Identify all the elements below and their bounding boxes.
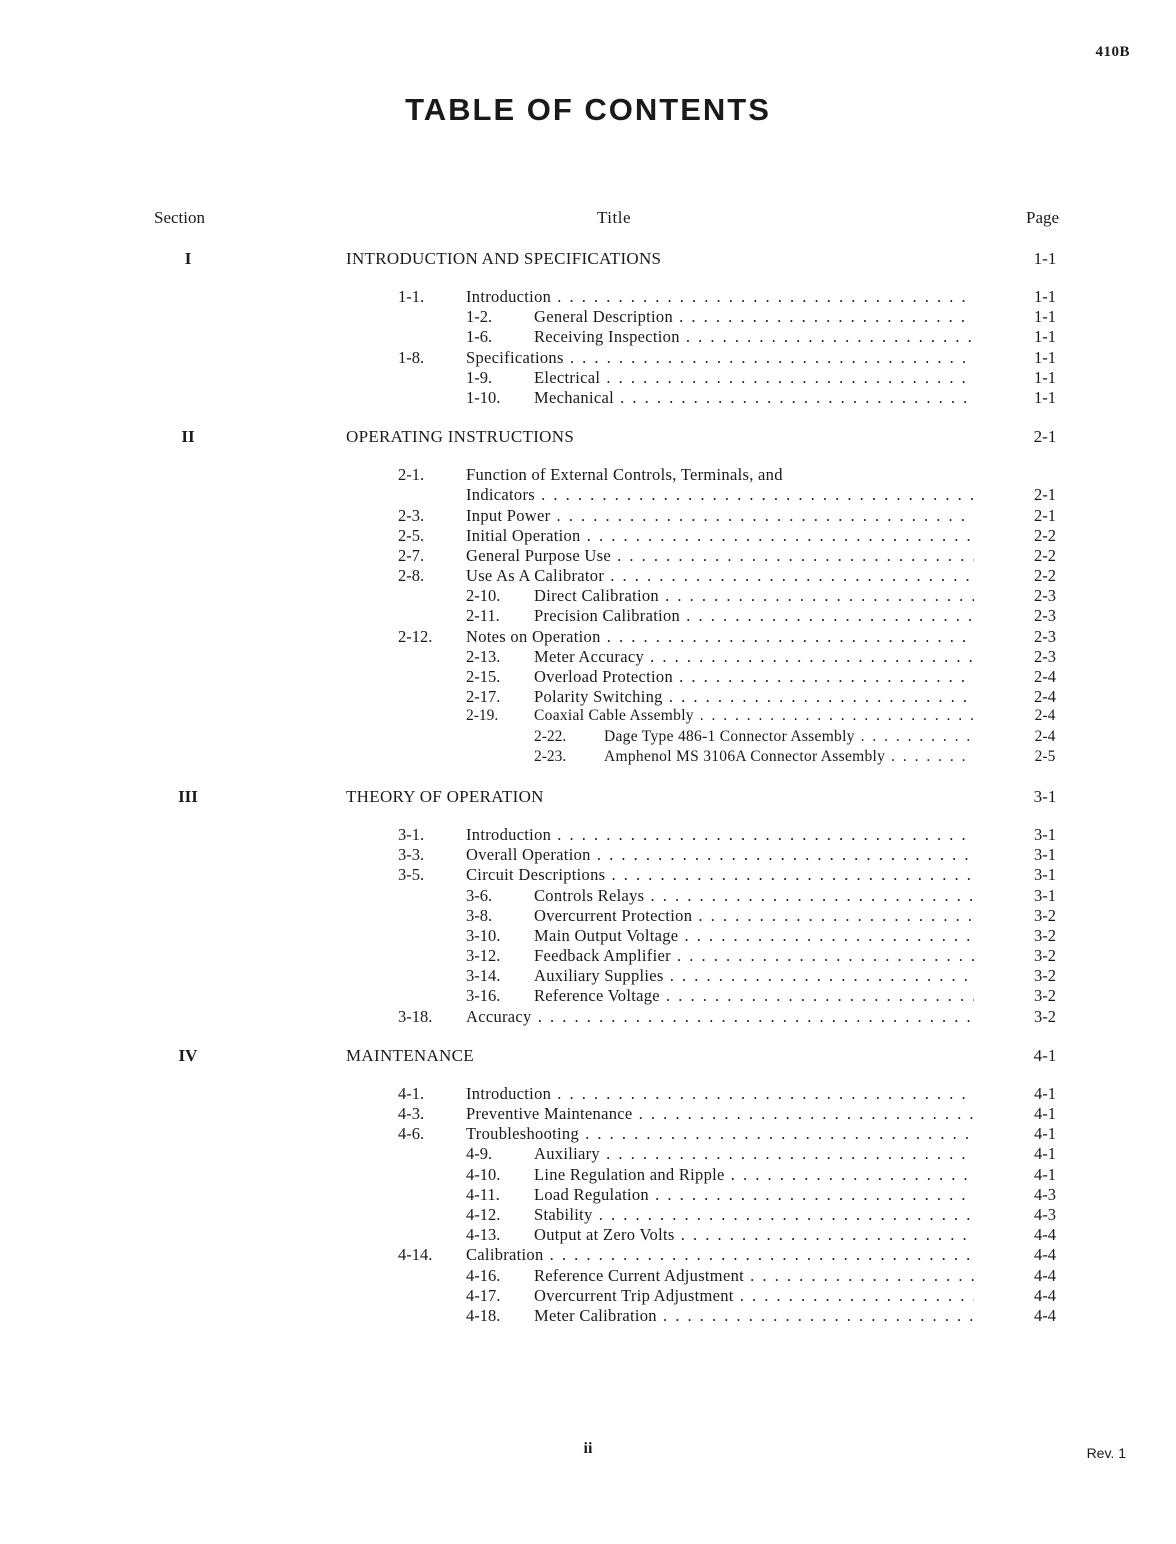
entry-page: 1-1 [1034, 327, 1056, 347]
entry-page: 2-2 [1034, 525, 1056, 545]
entry-page: 1-1 [1034, 307, 1056, 327]
entry-title: Stability . . . [534, 1205, 974, 1225]
toc-entry [0, 1286, 1176, 1306]
toc-entry-list [0, 1084, 1176, 1326]
toc-entry [0, 647, 1176, 667]
entry-title: Auxiliary Supplies . . . [534, 966, 974, 986]
toc-entry [0, 1124, 1176, 1144]
toc-entry [0, 388, 1176, 408]
toc-entry [0, 465, 1176, 505]
section-page: 3-1 [1033, 786, 1057, 806]
section-number: I [184, 249, 192, 268]
entry-title-line-1: Function of External Controls, Terminals, and [466, 465, 783, 485]
toc-entry [0, 1266, 1176, 1286]
entry-title: Line Regulation and Ripple . . . [534, 1165, 974, 1185]
entry-title: Notes on Operation . . . [466, 627, 974, 647]
entry-title: Controls Relays . . . [534, 886, 974, 906]
entry-number: 2-12. [398, 626, 433, 646]
toc-entry [0, 986, 1176, 1006]
entry-page: 4-1 [1034, 1164, 1056, 1184]
model-number: 410B [1095, 44, 1130, 60]
toc-entry [0, 946, 1176, 966]
entry-title: Troubleshooting . . . [466, 1124, 974, 1144]
toc-entry-list [0, 825, 1176, 1027]
entry-number: 1-8. [398, 347, 425, 367]
entry-title: Introduction . . . [466, 1084, 974, 1104]
entry-page: 1-1 [1034, 387, 1056, 407]
toc-entry-list [0, 465, 1176, 768]
toc-entry [0, 1245, 1176, 1265]
entry-title: Circuit Descriptions . . . [466, 865, 974, 885]
section-page: 4-1 [1033, 1045, 1057, 1065]
entry-page: 4-4 [1034, 1305, 1056, 1325]
entry-title: Feedback Amplifier . . . [534, 946, 974, 966]
footer-revision: Rev. 1 [1086, 1445, 1126, 1461]
entry-page: 4-3 [1034, 1204, 1056, 1224]
entry-page: 2-4 [1034, 667, 1056, 687]
entry-page: 2-3 [1034, 646, 1056, 666]
entry-page: 2-4 [1034, 687, 1056, 707]
toc-section [0, 787, 1176, 1027]
entry-number: 2-19. [466, 707, 499, 725]
entry-page: 2-3 [1034, 606, 1056, 626]
toc-entry [0, 307, 1176, 327]
entry-number: 4-14. [398, 1245, 433, 1265]
toc-entry [0, 1084, 1176, 1104]
entry-page: 4-1 [1034, 1124, 1056, 1144]
toc-entry [0, 906, 1176, 926]
entry-title: Overcurrent Protection . . . [534, 906, 974, 926]
toc-entry [0, 1306, 1176, 1326]
entry-title: Use As A Calibrator . . . [466, 566, 974, 586]
entry-page: 3-1 [1034, 824, 1056, 844]
toc-entry [0, 687, 1176, 707]
toc-entry [0, 825, 1176, 845]
section-page: 2-1 [1033, 427, 1057, 447]
entry-title: General Description . . . [534, 307, 974, 327]
entry-page: 1-1 [1034, 287, 1056, 306]
section-number: II [181, 427, 195, 447]
entry-title-line-2: Indicators . . . [466, 485, 974, 505]
section-title: THEORY OF OPERATION [346, 786, 544, 806]
entry-page: 2-4 [1034, 727, 1056, 745]
toc-entry [0, 926, 1176, 946]
column-header-section: Section [154, 208, 205, 227]
entry-page: 4-4 [1034, 1265, 1056, 1285]
entry-number: 4-18. [466, 1305, 501, 1325]
toc-entry [0, 1205, 1176, 1225]
entry-page: 4-1 [1034, 1104, 1056, 1124]
page-title: TABLE OF CONTENTS [405, 92, 771, 127]
entry-page: 3-2 [1034, 986, 1056, 1006]
entry-title: Precision Calibration . . . [534, 606, 974, 626]
entry-number: 4-10. [466, 1164, 501, 1184]
toc-entry [0, 886, 1176, 906]
entry-number: 2-22. [534, 727, 567, 745]
section-heading-row [0, 1046, 1176, 1084]
entry-title: Meter Calibration . . . [534, 1306, 974, 1326]
toc-entry [0, 586, 1176, 606]
toc-entry [0, 728, 1176, 748]
toc-entry [0, 1165, 1176, 1185]
entry-page: 3-2 [1034, 905, 1056, 925]
entry-number: 4-9. [466, 1144, 493, 1164]
section-heading-row [0, 787, 1176, 825]
toc-entry [0, 1185, 1176, 1205]
entry-number: 2-17. [466, 687, 501, 707]
entry-page: 3-2 [1034, 1006, 1056, 1026]
toc-entry [0, 1144, 1176, 1164]
entry-page: 4-1 [1034, 1083, 1056, 1103]
toc-entry [0, 845, 1176, 865]
entry-page: 3-1 [1034, 885, 1056, 905]
entry-number: 2-3. [398, 505, 425, 525]
toc-entry [0, 748, 1176, 768]
section-title: INTRODUCTION AND SPECIFICATIONS [346, 249, 662, 268]
entry-number: 4-1. [398, 1083, 425, 1103]
entry-title [466, 465, 974, 505]
entry-number: 2-1. [398, 465, 425, 485]
toc-entry [0, 865, 1176, 885]
entry-number: 4-12. [466, 1204, 501, 1224]
entry-title: Input Power . . . [466, 506, 974, 526]
entry-title: Dage Type 486-1 Connector Assembly . . . [604, 728, 974, 746]
toc-entry [0, 1104, 1176, 1124]
entry-page: 2-5 [1034, 747, 1056, 765]
entry-title: Direct Calibration . . . [534, 586, 974, 606]
entry-number: 2-10. [466, 586, 501, 606]
entry-page: 3-2 [1034, 925, 1056, 945]
entry-number: 2-15. [466, 667, 501, 687]
entry-page: 2-4 [1034, 707, 1056, 725]
entry-title: General Purpose Use . . . [466, 546, 974, 566]
entry-title: Output at Zero Volts . . . [534, 1225, 974, 1245]
entry-number: 3-12. [466, 946, 501, 966]
toc-entry [0, 667, 1176, 687]
entry-page: 4-3 [1034, 1184, 1056, 1204]
toc-section [0, 1046, 1176, 1326]
entry-title: Accuracy . . . [466, 1007, 974, 1027]
entry-title: Overload Protection . . . [534, 667, 974, 687]
entry-number: 2-8. [398, 566, 425, 586]
entry-number: 4-6. [398, 1124, 425, 1144]
entry-number: 3-16. [466, 986, 501, 1006]
entry-number: 2-5. [398, 525, 425, 545]
entry-page: 2-1 [1034, 485, 1056, 505]
toc-entry [0, 327, 1176, 347]
toc-entry [0, 348, 1176, 368]
section-heading-row [0, 249, 1176, 287]
section-heading-row [0, 427, 1176, 465]
entry-page: 1-1 [1034, 367, 1056, 387]
entry-page: 3-1 [1034, 845, 1056, 865]
toc-entry [0, 966, 1176, 986]
entry-page: 4-4 [1034, 1245, 1056, 1265]
entry-number: 4-17. [466, 1285, 501, 1305]
entry-number: 3-1. [398, 824, 425, 844]
entry-number: 1-2. [466, 307, 493, 327]
entry-number: 3-14. [466, 966, 501, 986]
entry-title: Reference Voltage . . . [534, 986, 974, 1006]
entry-title: Overall Operation . . . [466, 845, 974, 865]
entry-title: Main Output Voltage . . . [534, 926, 974, 946]
entry-number: 2-13. [466, 646, 501, 666]
column-header-page: Page [1026, 208, 1060, 227]
entry-number: 3-6. [466, 885, 493, 905]
entry-number: 1-6. [466, 327, 493, 347]
entry-page: 2-2 [1034, 545, 1056, 565]
entry-number: 1-1. [398, 287, 425, 306]
entry-page: 2-3 [1034, 586, 1056, 606]
toc-entry [0, 707, 1176, 727]
entry-title: Auxiliary . . . [534, 1144, 974, 1164]
toc-entry [0, 566, 1176, 586]
entry-title: Load Regulation . . . [534, 1185, 974, 1205]
column-header-title: Title [597, 208, 632, 227]
toc-entry [0, 606, 1176, 626]
entry-title: Electrical . . . [534, 368, 974, 388]
toc-entry [0, 287, 1176, 307]
entry-number: 3-10. [466, 925, 501, 945]
section-title: MAINTENANCE [346, 1045, 474, 1065]
entry-page: 4-4 [1034, 1285, 1056, 1305]
entry-title: Reference Current Adjustment . . . [534, 1266, 974, 1286]
entry-title: Overcurrent Trip Adjustment . . . [534, 1286, 974, 1306]
entry-title: Calibration . . . [466, 1245, 974, 1265]
toc-section [0, 249, 1176, 408]
entry-title: Preventive Maintenance . . . [466, 1104, 974, 1124]
entry-number: 1-10. [466, 387, 501, 407]
entry-number: 2-23. [534, 747, 567, 765]
entry-title: Introduction . . . [466, 287, 974, 307]
toc-entry [0, 1007, 1176, 1027]
toc-entry [0, 368, 1176, 388]
entry-title: Amphenol MS 3106A Connector Assembly . . . [604, 748, 974, 766]
table-of-contents [0, 249, 1176, 1345]
footer-page-number: ii [583, 1440, 593, 1457]
section-title: OPERATING INSTRUCTIONS [346, 427, 575, 447]
toc-section [0, 427, 1176, 768]
entry-page: 2-1 [1034, 505, 1056, 525]
toc-entry [0, 627, 1176, 647]
entry-page: 3-1 [1034, 865, 1056, 885]
entry-number: 4-11. [466, 1184, 500, 1204]
entry-number: 4-13. [466, 1225, 501, 1245]
entry-title: Coaxial Cable Assembly . . . [534, 707, 974, 725]
entry-number: 2-11. [466, 606, 500, 626]
entry-page: 4-4 [1034, 1225, 1056, 1245]
entry-number: 3-3. [398, 845, 425, 865]
entry-number: 3-8. [466, 905, 493, 925]
entry-page: 2-3 [1034, 626, 1056, 646]
entry-title: Meter Accuracy . . . [534, 647, 974, 667]
entry-page: 4-1 [1034, 1144, 1056, 1164]
toc-entry [0, 1225, 1176, 1245]
toc-entry [0, 546, 1176, 566]
entry-page: 3-2 [1034, 946, 1056, 966]
section-number: III [178, 786, 198, 806]
toc-entry [0, 506, 1176, 526]
entry-number: 3-18. [398, 1006, 433, 1026]
entry-number: 4-16. [466, 1265, 501, 1285]
entry-title: Introduction . . . [466, 825, 974, 845]
entry-number: 1-9. [466, 367, 493, 387]
entry-page: 3-2 [1034, 966, 1056, 986]
toc-entry-list [0, 287, 1176, 408]
entry-title: Specifications . . . [466, 348, 974, 368]
section-number: IV [178, 1045, 198, 1065]
entry-title: Initial Operation . . . [466, 526, 974, 546]
entry-title: Mechanical . . . [534, 388, 974, 408]
toc-entry [0, 526, 1176, 546]
entry-number: 3-5. [398, 865, 425, 885]
entry-page: 1-1 [1034, 347, 1056, 367]
entry-title: Polarity Switching . . . [534, 687, 974, 707]
entry-title: Receiving Inspection . . . [534, 327, 974, 347]
entry-number: 4-3. [398, 1104, 425, 1124]
entry-number: 2-7. [398, 545, 425, 565]
section-page: 1-1 [1033, 249, 1057, 268]
entry-page: 2-2 [1034, 566, 1056, 586]
